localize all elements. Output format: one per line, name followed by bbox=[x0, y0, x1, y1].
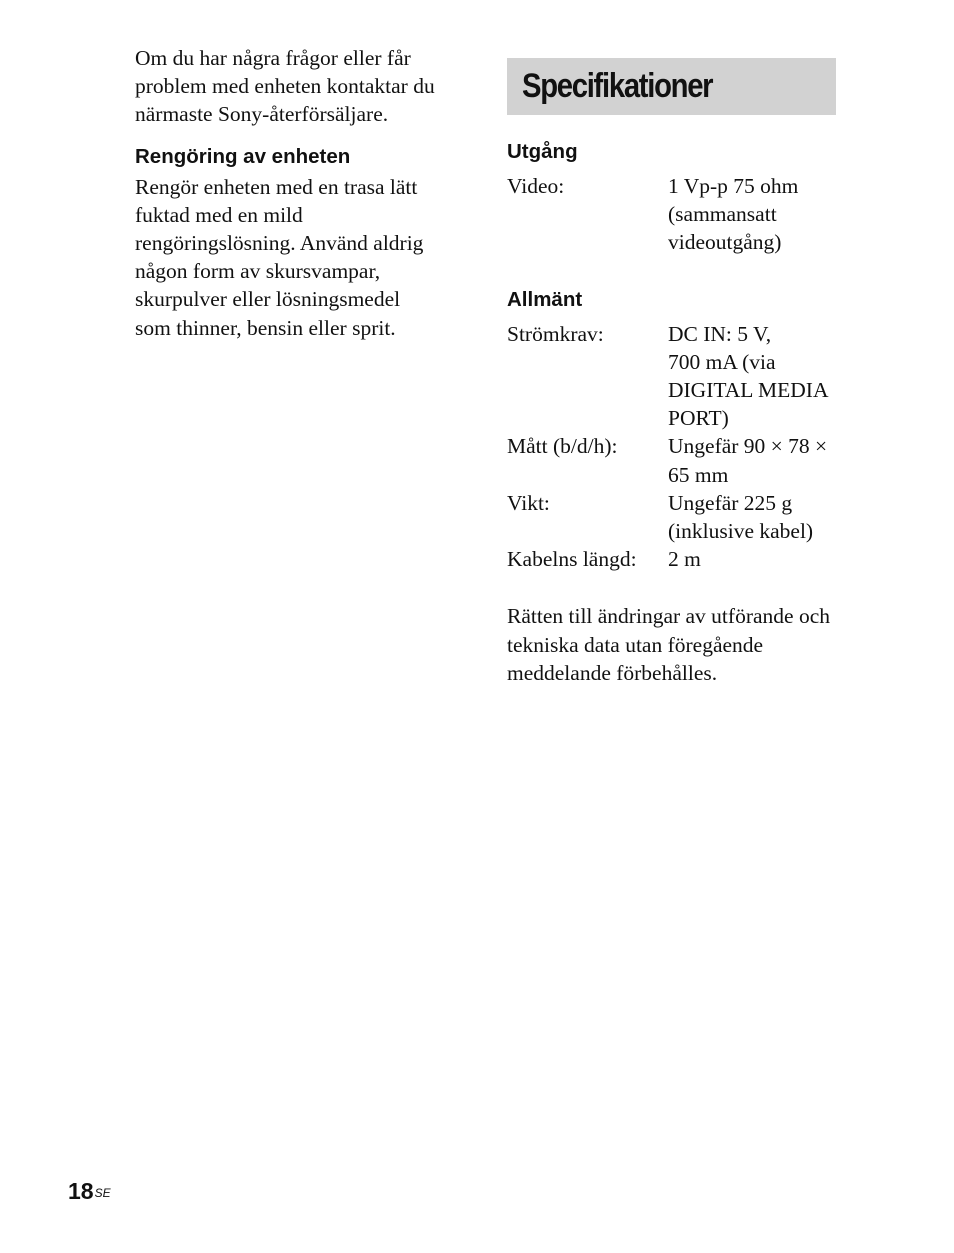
section-heading-general: Allmänt bbox=[507, 287, 583, 311]
section-heading-output: Utgång bbox=[507, 140, 578, 163]
page-number-value: 18 bbox=[68, 1178, 94, 1204]
title-banner bbox=[507, 58, 836, 115]
page-number bbox=[68, 1176, 111, 1206]
left-column bbox=[135, 44, 470, 342]
page-locale-suffix: SE bbox=[94, 1186, 111, 1200]
cleaning-paragraph: Rengör enheten med en trasa lätt fuktad med en mild rengöringslösning. Använd aldrig någon form av skursvampar, skurpulver eller lösningsmedel som thinner, bensin eller sprit. bbox=[135, 174, 424, 340]
spec-value: 2 m bbox=[668, 547, 701, 572]
spec-row-weight bbox=[507, 489, 837, 545]
spec-label: Video: bbox=[507, 174, 565, 198]
spec-row-cable-length bbox=[507, 545, 837, 573]
intro-paragraph: Om du har några frågor eller får problem med enheten kontaktar du närmaste Sony-återförsäljare. bbox=[135, 46, 435, 127]
cleaning-heading: Rengöring av enheten bbox=[135, 144, 351, 168]
spec-value: DC IN: 5 V, 700 mA (via DIGITAL MEDIA PORT) bbox=[668, 321, 829, 431]
page-title: Specifikationer bbox=[522, 67, 713, 105]
spec-label: Vikt: bbox=[507, 490, 550, 515]
spec-label: Mått (b/d/h): bbox=[507, 434, 618, 459]
right-column bbox=[507, 58, 837, 687]
spec-label: Kabelns längd: bbox=[507, 547, 637, 572]
spec-value: Ungefär 225 g (inklusive kabel) bbox=[668, 490, 814, 544]
spec-row-dimensions bbox=[507, 432, 837, 488]
spec-label: Strömkrav: bbox=[507, 321, 604, 346]
spec-row-video bbox=[507, 172, 837, 257]
spec-value: 1 Vp-p 75 ohm (sammansatt videoutgång) bbox=[668, 174, 799, 255]
spec-row-power bbox=[507, 320, 837, 433]
change-notice: Rätten till ändringar av utförande och tekniska data utan föregående meddelande förbehålles. bbox=[507, 604, 830, 685]
spec-value: Ungefär 90 × 78 × 65 mm bbox=[668, 434, 828, 487]
